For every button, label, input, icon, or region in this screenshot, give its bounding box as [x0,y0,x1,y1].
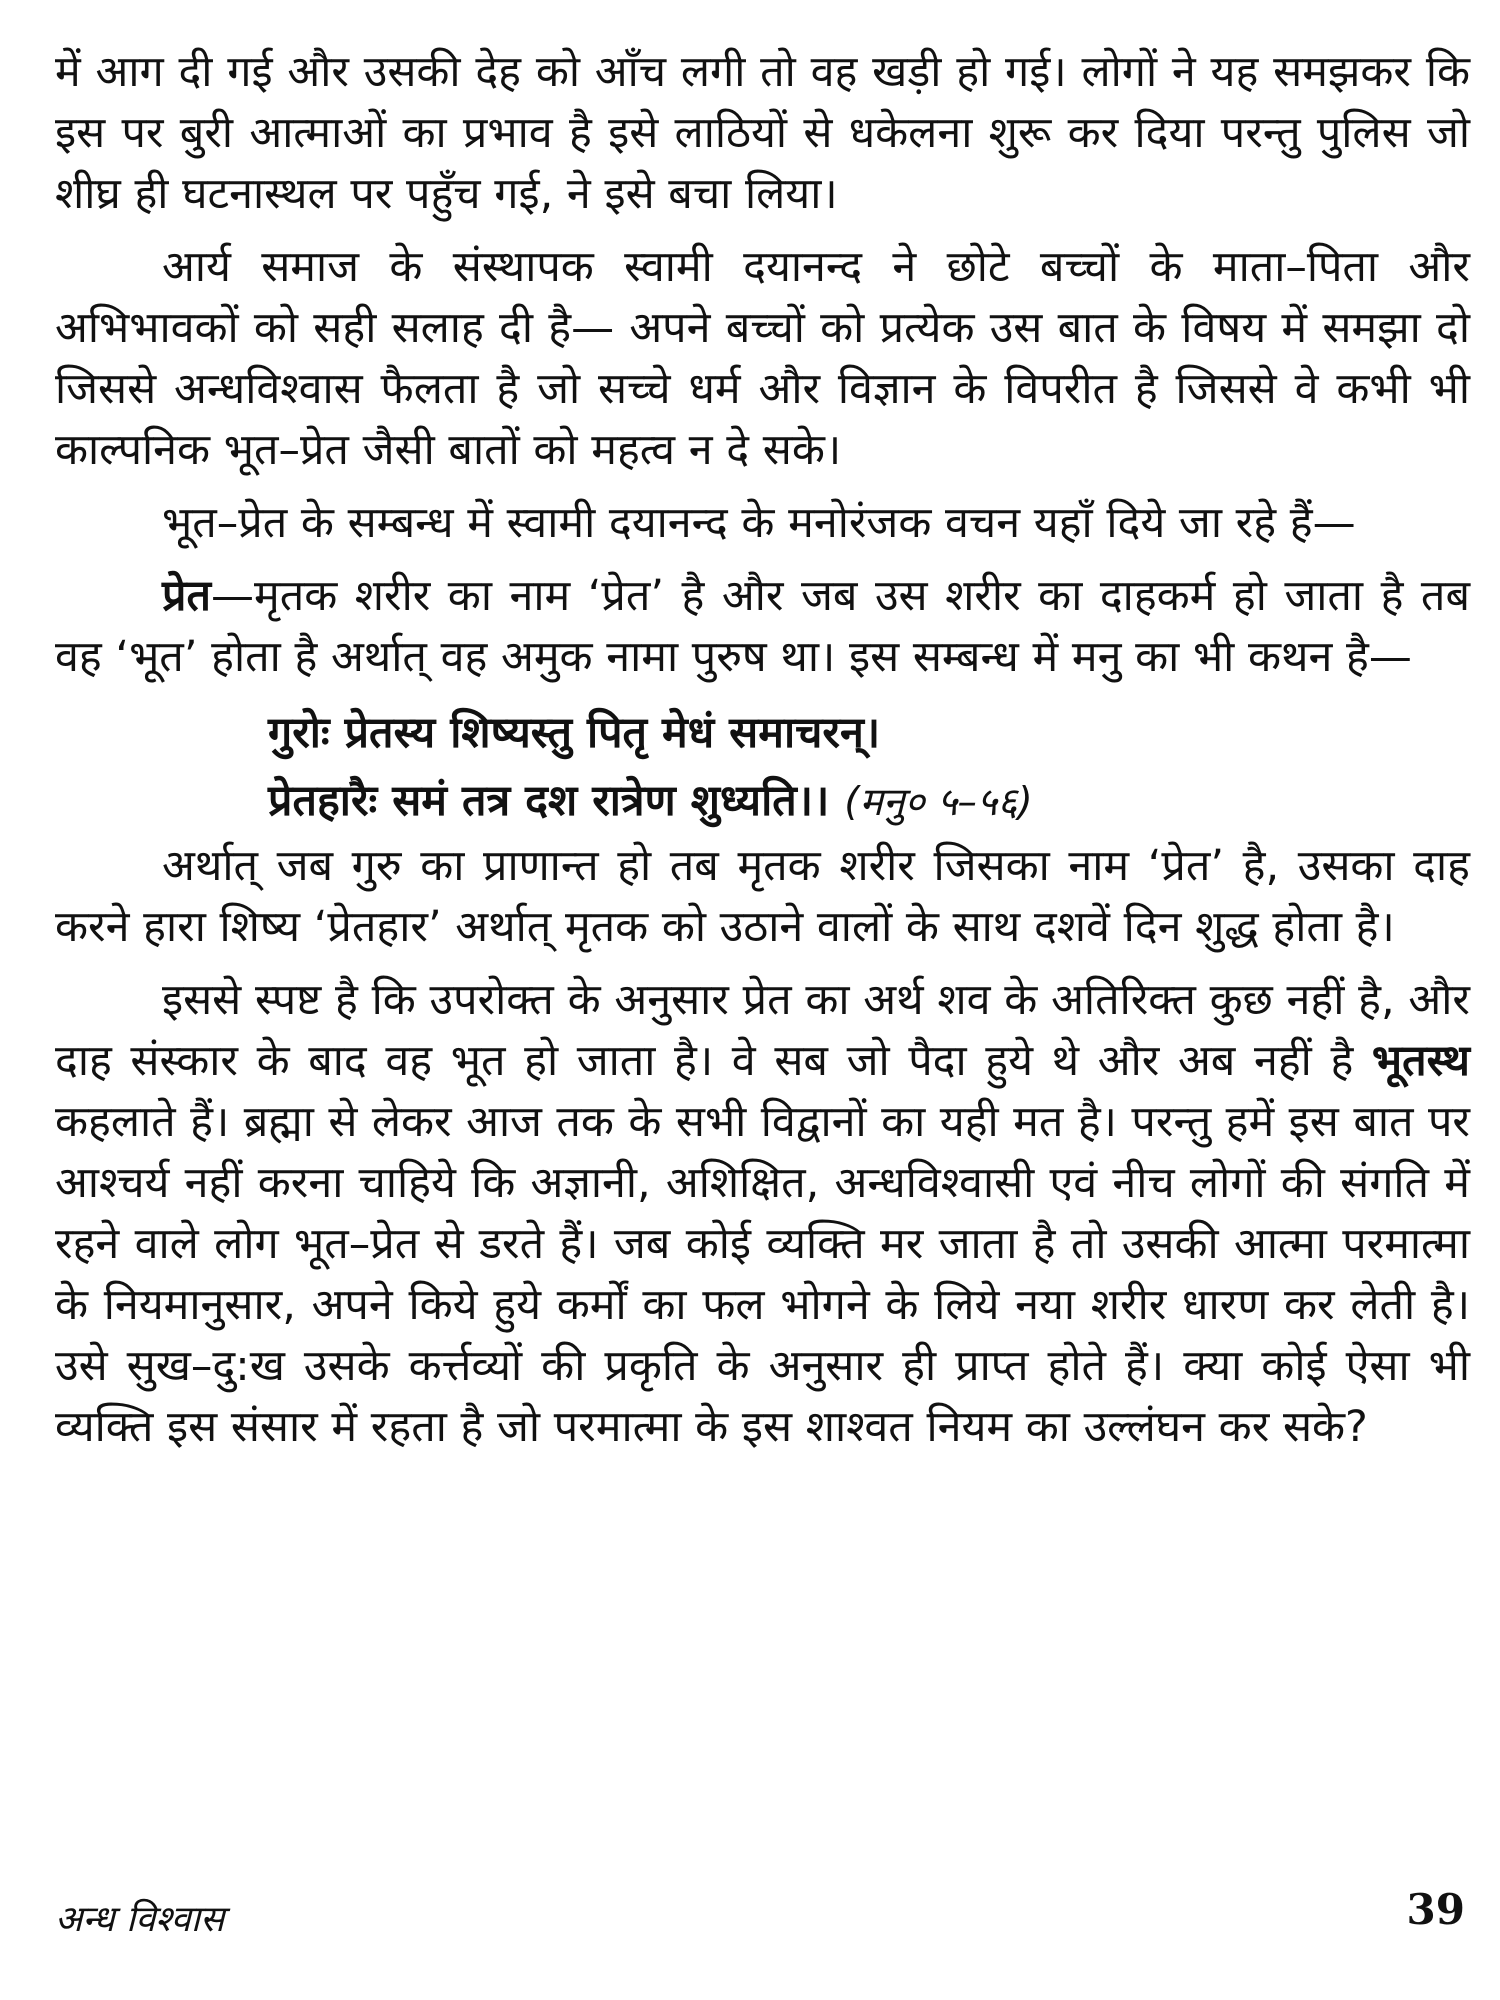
paragraph-5: अर्थात् जब गुरु का प्राणान्त हो तब मृतक शरीर जिसका नाम ‘प्रेत’ है, उसका दाह करने हारा शिष्य ‘प्रेतहार’ अर्थात् मृतक को उठाने वालों के साथ दशवें दिन शुद्ध होता है। [55,841,1470,952]
term-bhootasth: भूतस्थ [1371,1036,1470,1086]
paragraph-6-text-b: कहलाते हैं। ब्रह्मा से लेकर आज तक के सभी विद्वानों का यही मत है। परन्तु हमें इस बात पर आश्चर्य नहीं करना चाहिये कि अज्ञानी, अशिक्षित, अन्धविश्वासी एवं नीच लोगों की संगति में रहने वाले लोग भूत–प्रेत से डरते हैं। जब कोई व्यक्ति मर जाता है तो उसकी आत्मा परमात्मा के नियमानुसार, अपने किये हुये कर्मों का फल भोगने के लिये नया शरीर धारण कर लेती है। उसे सुख–दु:ख उसके कर्त्तव्यों की प्रकृति के अनुसार ही प्राप्त होते हैं। क्या कोई ऐसा भी व्यक्ति इस संसार में रहता है जो परमात्मा के इस शाश्वत नियम का उल्लंघन कर सके? [55,1097,1470,1452]
paragraph-1: में आग दी गई और उसकी देह को आँच लगी तो वह खड़ी हो गई। लोगों ने यह समझकर कि इस पर बुरी आत्माओं का प्रभाव है इसे लाठियों से धकेलना शुरू कर दिया परन्तु पुलिस जो शीघ्र ही घटनास्थल पर पहुँच गई, ने इसे बचा लिया। [55,47,1470,219]
page-body [55,42,1470,1470]
verse-line-2-text: प्रेतहारैः समं तत्र दश रात्रेण शुध्यति।। [268,776,830,826]
book-title: अन्ध विश्वास [55,1899,225,1940]
term-pret: प्रेत [162,571,211,621]
verse-line-1: गुरोः प्रेतस्य शिष्यस्तु पितृ मेधं समाचरन्। [268,708,881,758]
paragraph-3: भूत–प्रेत के सम्बन्ध में स्वामी दयानन्द के मनोरंजक वचन यहाँ दिये जा रहे हैं— [162,498,1356,548]
paragraph-6 [55,970,1470,1458]
paragraph-2: आर्य समाज के संस्थापक स्वामी दयानन्द ने छोटे बच्चों के माता–पिता और अभिभावकों को सही सलाह दी है— अपने बच्चों को प्रत्येक उस बात के विषय में समझा दो जिससे अन्धविश्वास फैलता है जो सच्चे धर्म और विज्ञान के विपरीत है जिससे वे कभी भी काल्पनिक भूत–प्रेत जैसी बातों को महत्व न दे सके। [55,242,1470,475]
verse-line-2 [55,768,1470,836]
paragraph-4-text: —मृतक शरीर का नाम ‘प्रेत’ है और जब उस शरीर का दाहकर्म हो जाता है तब वह ‘भूत’ होता है अर्थात् वह अमुक नामा पुरुष था। इस सम्बन्ध में मनु का भी कथन है— [55,571,1470,682]
paragraph-6-text-a: इससे स्पष्ट है कि उपरोक्त के अनुसार प्रेत का अर्थ शव के अतिरिक्त कुछ नहीं है, और दाह संस्कार के बाद वह भूत हो जाता है। वे सब जो पैदा हुये थे और अब नहीं है [55,975,1470,1086]
verse-reference: (मनु० ५–५६) [844,780,1033,825]
page-footer [55,1885,1470,1953]
page-number: 39 [1406,1885,1465,1934]
paragraph-4 [55,566,1470,688]
